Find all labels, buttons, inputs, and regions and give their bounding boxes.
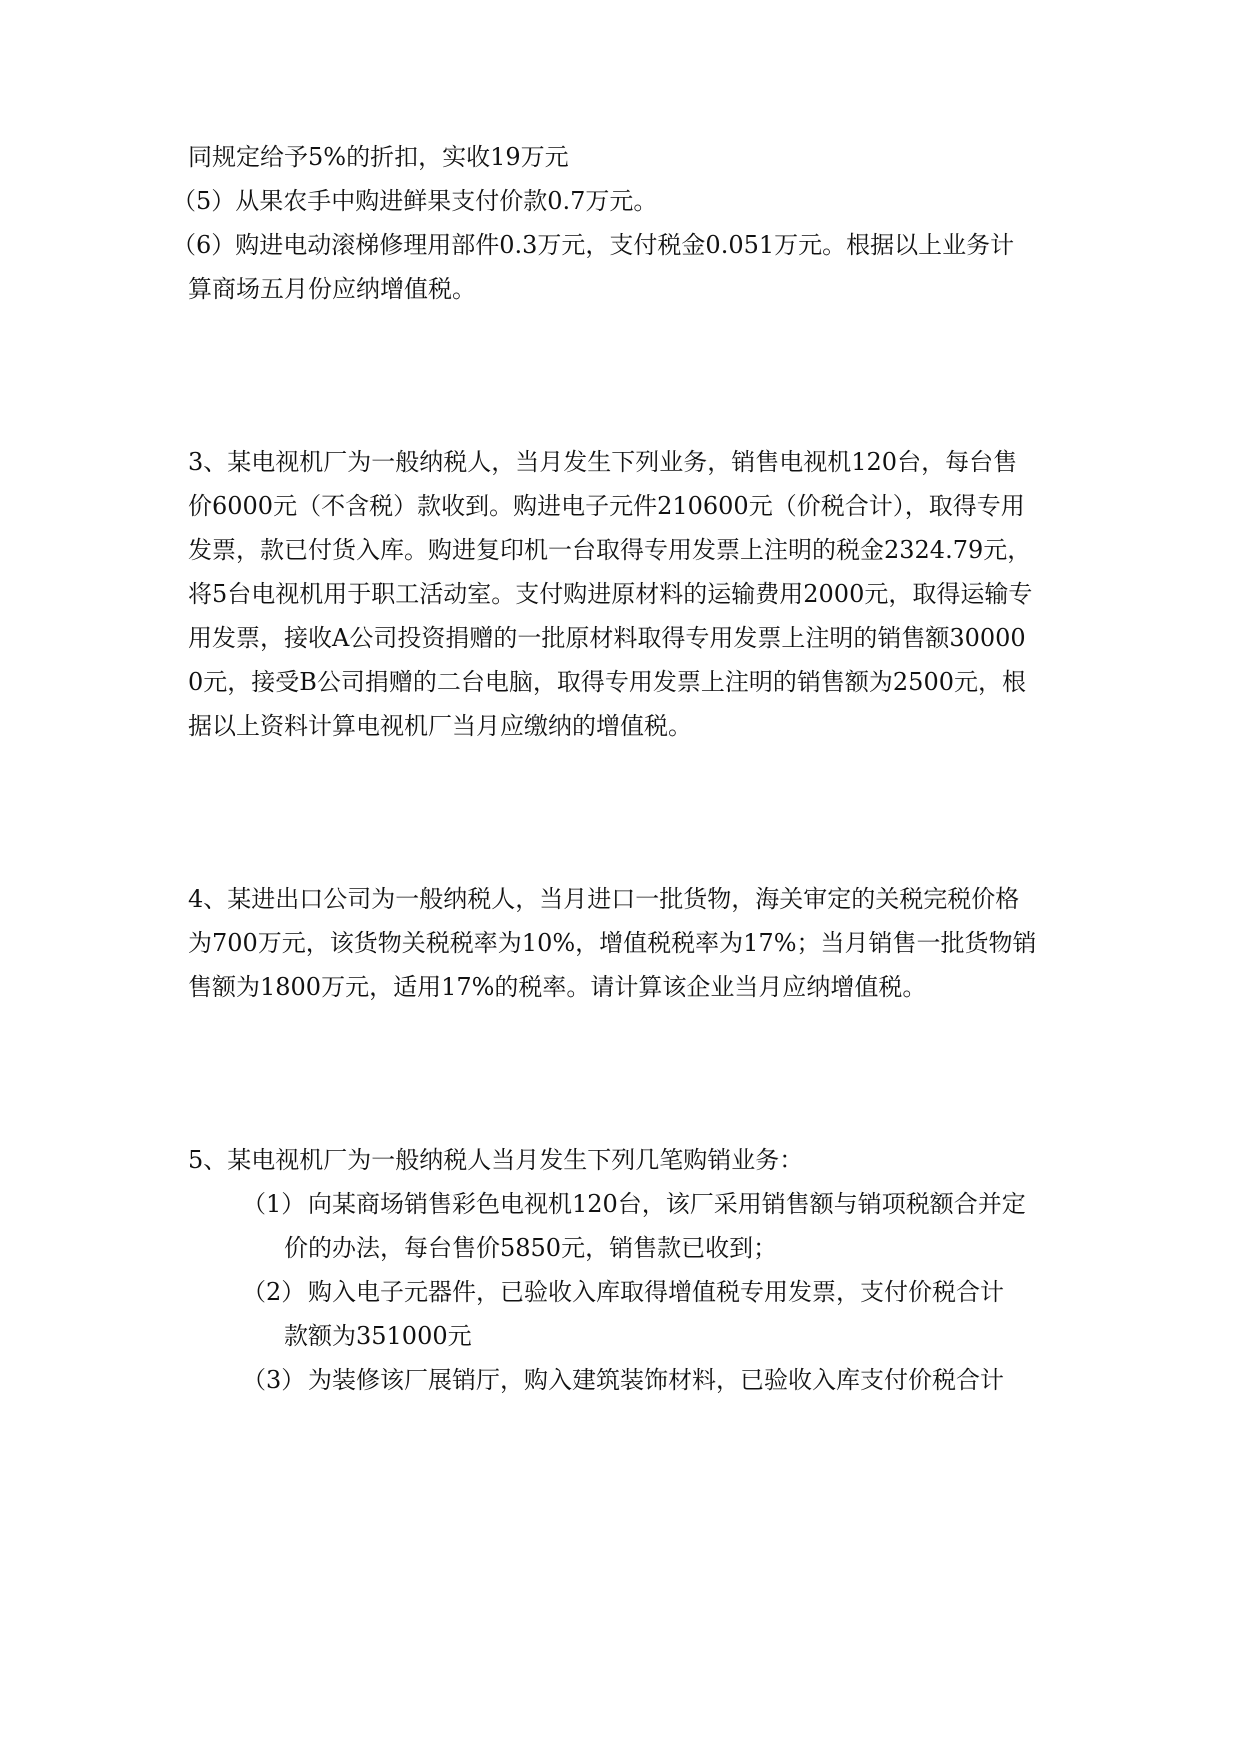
paragraph-line: 同规定给予5%的折扣，实收19万元 [188, 143, 569, 171]
paragraph-line: （5）从果农手中购进鲜果支付价款0.7万元。 [172, 187, 658, 215]
question-3-line: 据以上资料计算电视机厂当月应缴纳的增值税。 [188, 712, 692, 740]
question-5-intro: 5、某电视机厂为一般纳税人当月发生下列几笔购销业务： [188, 1146, 804, 1174]
item-text: 为装修该厂展销厅，购入建筑装饰材料，已验收入库支付价税合计 [308, 1366, 1004, 1394]
question-3-line: 用发票，接收A公司投资捐赠的一批原材料取得专用发票上注明的销售额30000 [188, 624, 1026, 652]
question-3-line: 3、某电视机厂为一般纳税人，当月发生下列业务，销售电视机120台，每台售 [188, 448, 1018, 476]
item-number: （1） [242, 1190, 306, 1218]
question-3-line: 发票，款已付货入库。购进复印机一台取得专用发票上注明的税金2324.79元， [188, 536, 1032, 564]
item-text: 购入电子元器件，已验收入库取得增值税专用发票，支付价税合计 [308, 1278, 1004, 1306]
question-4-line: 售额为1800万元，适用17%的税率。请计算该企业当月应纳增值税。 [188, 973, 927, 1001]
question-3-line: 0元，接受B公司捐赠的二台电脑，取得专用发票上注明的销售额为2500元，根 [188, 668, 1026, 696]
question-3-line: 价6000元（不含税）款收到。购进电子元件210600元（价税合计），取得专用 [188, 492, 1025, 520]
item-number: （2） [242, 1278, 306, 1306]
item-text-continued: 价的办法，每台售价5850元，销售款已收到； [284, 1234, 778, 1262]
question-3-line: 将5台电视机用于职工活动室。支付购进原材料的运输费用2000元，取得运输专 [188, 580, 1033, 608]
paragraph-line: （6）购进电动滚梯修理用部件0.3万元，支付税金0.051万元。根据以上业务计 [172, 231, 1015, 259]
item-number: （3） [242, 1366, 306, 1394]
question-4-line: 4、某进出口公司为一般纳税人，当月进口一批货物，海关审定的关税完税价格 [188, 885, 1020, 913]
question-4-line: 为700万元，该货物关税税率为10%，增值税税率为17%；当月销售一批货物销 [188, 929, 1037, 957]
paragraph-line: 算商场五月份应纳增值税。 [188, 275, 476, 303]
item-text-continued: 款额为351000元 [284, 1322, 472, 1350]
item-text: 向某商场销售彩色电视机120台，该厂采用销售额与销项税额合并定 [308, 1190, 1026, 1218]
